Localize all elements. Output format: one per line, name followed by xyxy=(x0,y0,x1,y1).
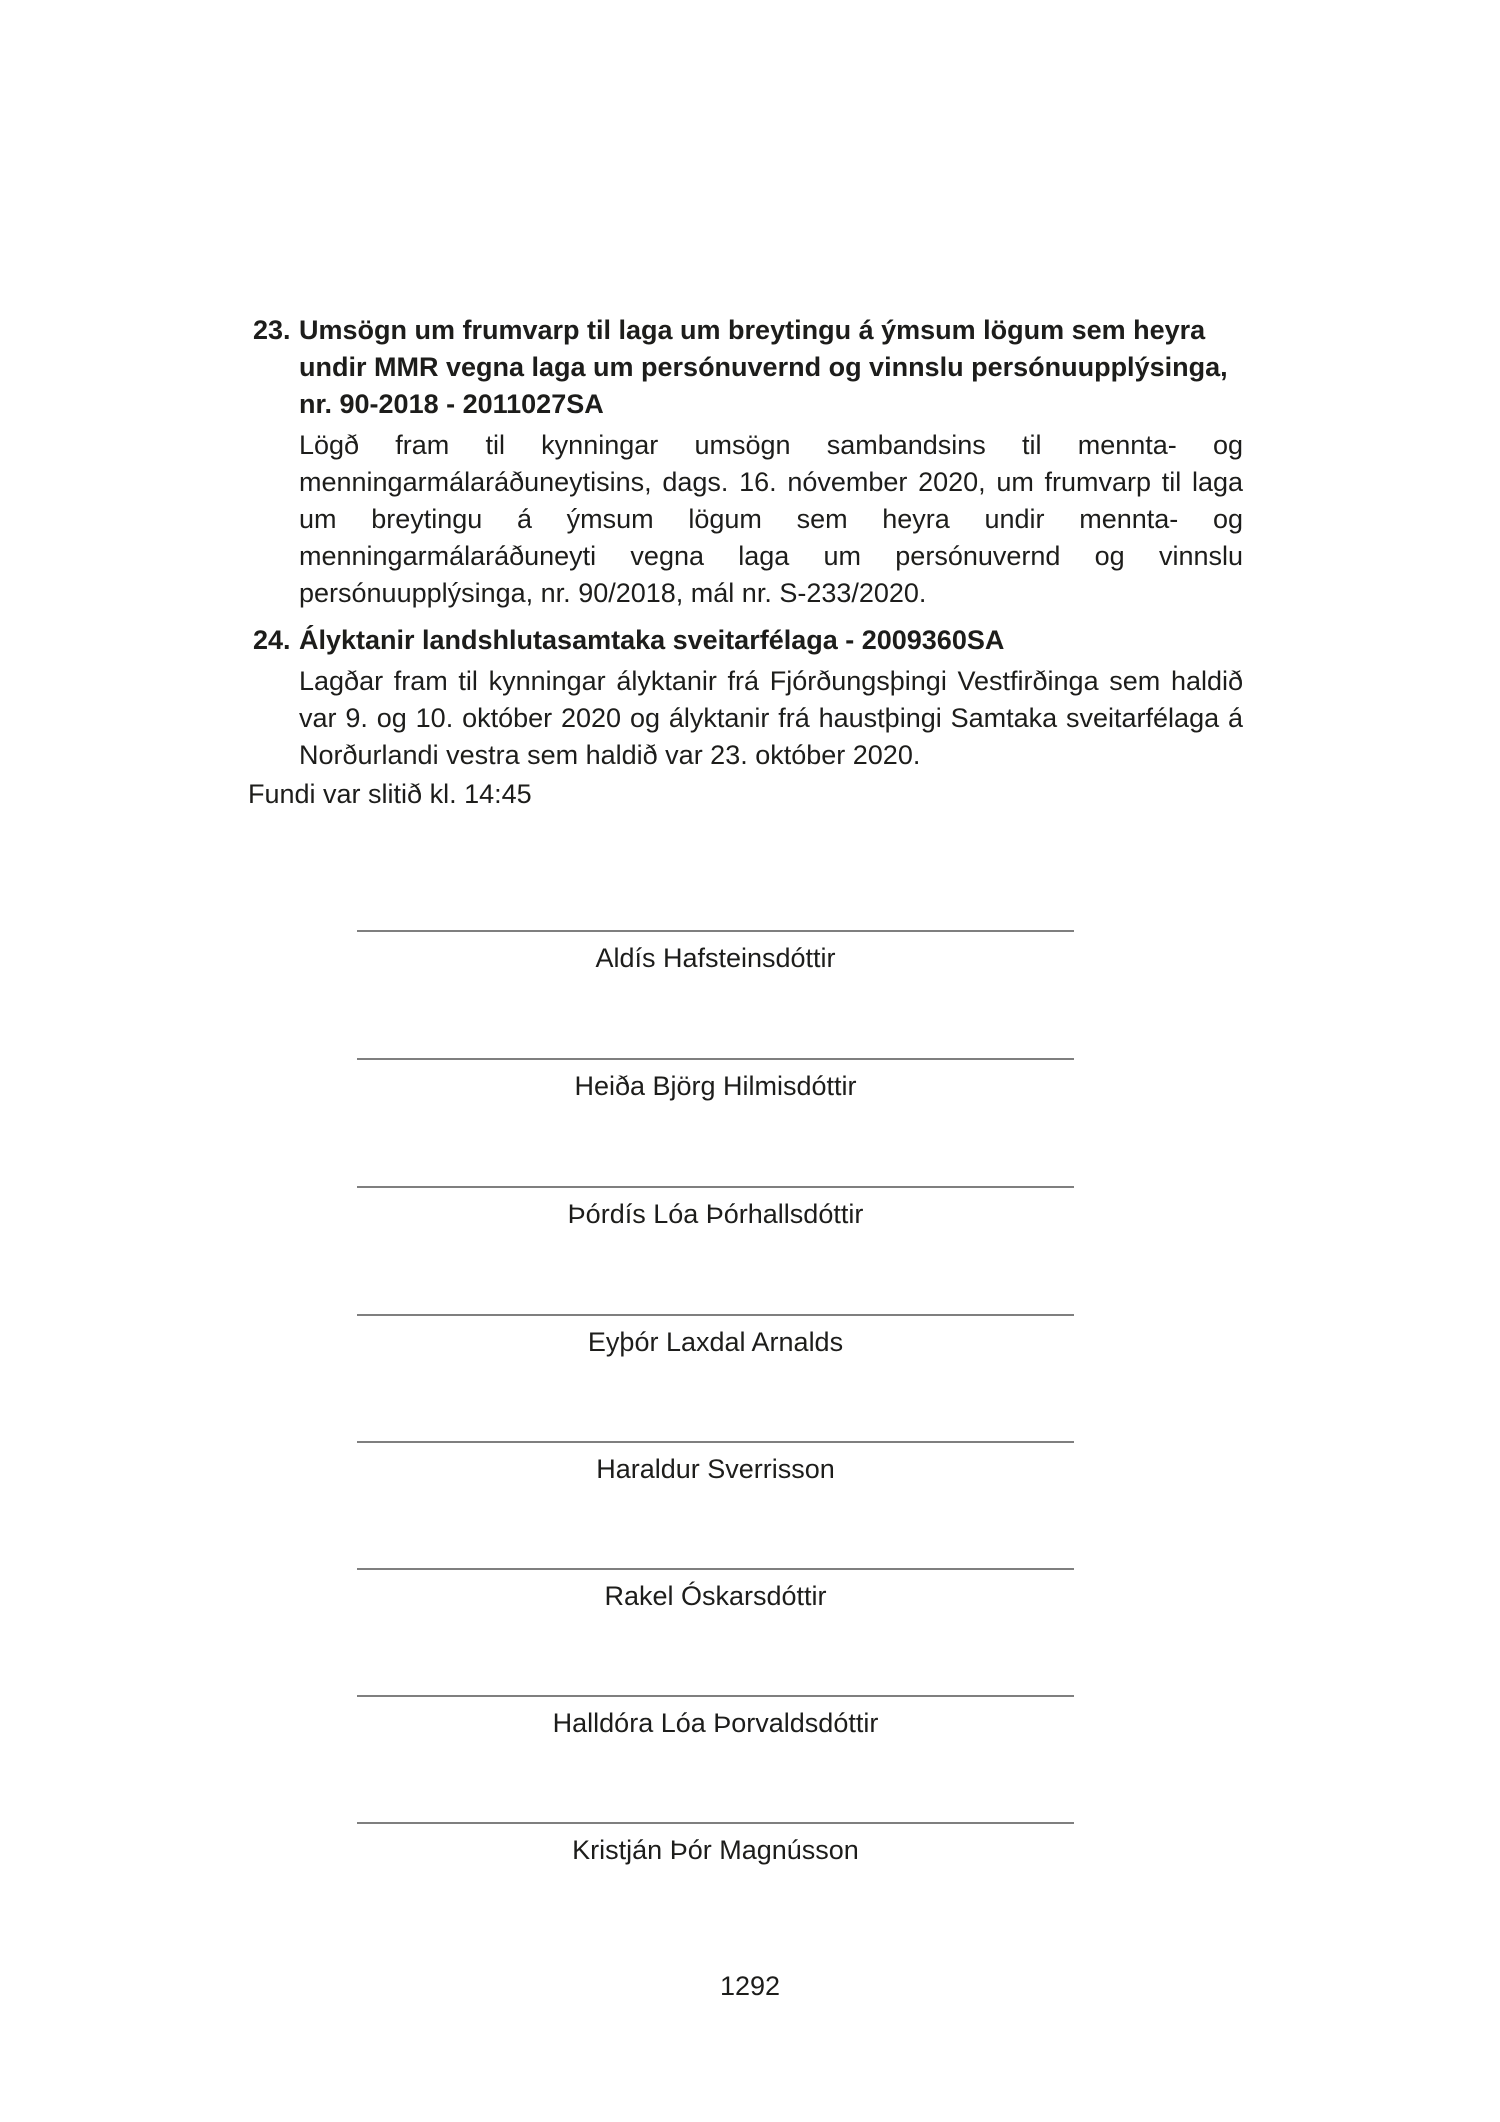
signature-name: Þórdís Lóa Þórhallsdóttir xyxy=(567,1199,864,1229)
agenda-item-24 xyxy=(253,622,1243,774)
signature-block xyxy=(357,1441,1074,1488)
agenda-item-title: Ályktanir landshlutasamtaka sveitarfélaga - 2009360SA xyxy=(299,625,1005,655)
signature-name: Halldóra Lóa Þorvaldsdóttir xyxy=(552,1708,879,1738)
signature-name: Rakel Óskarsdóttir xyxy=(604,1581,827,1611)
signature-block xyxy=(357,930,1074,977)
agenda-item-body: Lögð fram til kynningar umsögn sambandsins til mennta- og menningarmálaráðuneytisins, dags. 16. nóvember 2020, um frumvarp til laga um breytingu á ýmsum lögum sem heyra undir mennta- og menningarmálaráðuneyti vegna laga um persónuvernd og vinnslu persónuupplýsinga, nr. 90/2018, mál nr. S-233/2020. xyxy=(299,430,1243,608)
signature-block xyxy=(357,1568,1074,1615)
agenda-item-body: Lagðar fram til kynningar ályktanir frá Fjórðungsþingi Vestfirðinga sem haldið var 9. og 10. október 2020 og ályktanir frá haustþingi Samtaka sveitarfélaga á Norðurlandi vestra sem haldið var 23. október 2020. xyxy=(299,666,1243,770)
agenda-item-content xyxy=(299,622,1243,774)
signature-block xyxy=(357,1314,1074,1361)
agenda-item-title: Umsögn um frumvarp til laga um breytingu á ýmsum lögum sem heyra undir MMR vegna laga um persónuvernd og vinnslu persónuupplýsinga, nr. 90-2018 - 2011027SA xyxy=(299,315,1228,419)
signature-block xyxy=(357,1695,1074,1742)
agenda-item-content xyxy=(299,312,1243,612)
agenda-item-number: 24. xyxy=(253,625,291,655)
agenda-item-number: 23. xyxy=(253,315,291,345)
page-number: 1292 xyxy=(719,1971,781,2001)
signature-name: Eyþór Laxdal Arnalds xyxy=(587,1327,844,1357)
closing-statement: Fundi var slitið kl. 14:45 xyxy=(248,779,532,809)
signature-block xyxy=(357,1822,1074,1869)
agenda-section xyxy=(253,312,1243,784)
signature-block xyxy=(357,1058,1074,1105)
signature-name: Kristján Þór Magnússon xyxy=(572,1835,859,1865)
signature-block xyxy=(357,1186,1074,1233)
signature-name: Haraldur Sverrisson xyxy=(596,1454,835,1484)
agenda-item-23 xyxy=(253,312,1243,612)
signature-name: Heiða Björg Hilmisdóttir xyxy=(574,1071,857,1101)
signature-name: Aldís Hafsteinsdóttir xyxy=(595,943,836,973)
